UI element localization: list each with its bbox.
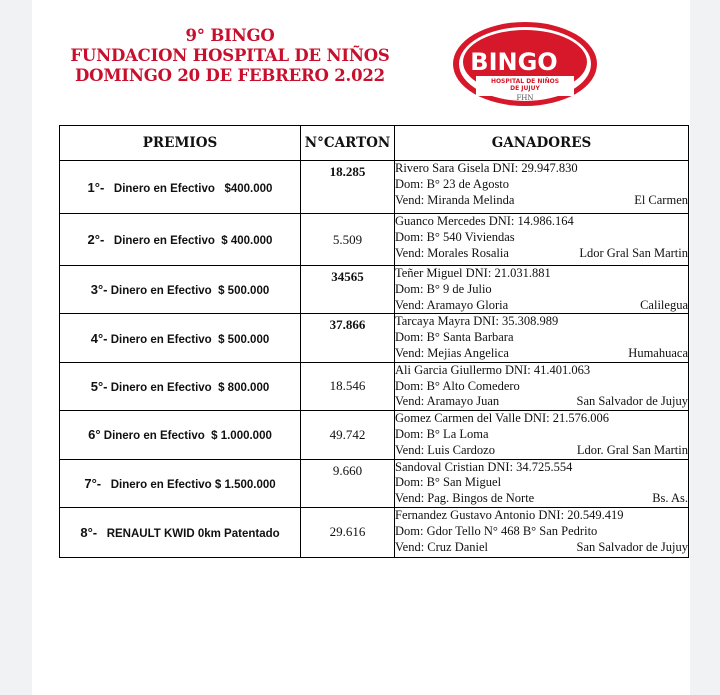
prize-number: 5°- <box>90 378 108 394</box>
bingo-logo <box>450 20 600 108</box>
winners-table <box>59 125 689 558</box>
carton-number: 34565 <box>301 266 395 314</box>
winner-cell <box>395 266 689 314</box>
winner-name: Tarcaya Mayra DNI: 35.308.989 <box>395 314 559 329</box>
vendor-name: Vend: Miranda Melinda <box>395 192 515 207</box>
carton-number: 37.866 <box>301 314 395 362</box>
winner-name: Guanco Mercedes DNI: 14.986.164 <box>395 214 574 228</box>
carton-number: 49.742 <box>301 411 395 459</box>
table-row <box>60 362 689 410</box>
winner-cell <box>395 161 689 214</box>
prize-cell <box>60 507 301 557</box>
prize-number: 4°- <box>90 330 108 346</box>
logo-subtitle-2: DE JUJUY <box>510 85 540 92</box>
winner-cell <box>395 411 689 459</box>
carton-number: 18.546 <box>301 362 395 410</box>
winner-vendor-line <box>395 298 688 314</box>
prize-number: 8°- <box>80 524 98 540</box>
table-row <box>60 214 689 266</box>
header-carton: N°CARTON <box>301 126 395 161</box>
table-row <box>60 161 689 214</box>
prize-number: 1°- <box>87 179 105 195</box>
table-row <box>60 459 689 507</box>
prize-number: 3°- <box>90 282 108 298</box>
event-header <box>60 26 400 86</box>
vendor-place: Calilegua <box>640 297 688 312</box>
vendor-name: Vend: Aramayo Juan <box>395 394 500 409</box>
prize-description: Dinero en Efectivo $ 1.000.000 <box>103 430 272 443</box>
winner-vendor-line <box>395 193 688 209</box>
vendor-name: Vend: Aramayo Gloria <box>395 297 509 312</box>
carton-number: 18.285 <box>301 161 395 214</box>
prize-description: Dinero en Efectivo $ 500.000 <box>110 285 270 298</box>
prize-description: Dinero en Efectivo $ 800.000 <box>110 381 270 394</box>
vendor-place: San Salvador de Jujuy <box>576 539 688 554</box>
header-ganadores: GANADORES <box>395 126 689 161</box>
prize-description: Dinero en Efectivo $400.000 <box>113 182 273 195</box>
prize-description: Dinero en Efectivo $ 400.000 <box>113 235 273 247</box>
document-page <box>32 0 690 695</box>
prize-cell <box>60 314 301 362</box>
table-row <box>60 507 689 557</box>
prize-number: 2°- <box>87 232 105 247</box>
vendor-name: Vend: Mejias Angelica <box>395 345 509 360</box>
winner-name: Ali Garcia Giullermo DNI: 41.401.063 <box>395 362 591 377</box>
winner-vendor-line <box>395 346 688 362</box>
prize-description: Dinero en Efectivo $ 1.500.000 <box>110 478 276 491</box>
carton-number: 29.616 <box>301 507 395 557</box>
winner-vendor-line <box>395 443 688 459</box>
winner-cell <box>395 507 689 557</box>
winner-name: Gomez Carmen del Valle DNI: 21.576.006 <box>395 411 609 426</box>
vendor-place: Ldor. Gral San Martin <box>576 442 688 457</box>
prize-cell <box>60 161 301 214</box>
vendor-name: Vend: Luis Cardozo <box>395 442 495 457</box>
winner-address: Dom: B° La Loma <box>395 426 489 441</box>
vendor-place: Bs. As. <box>652 491 688 506</box>
header-line-3: DOMINGO 20 DE FEBRERO 2.022 <box>75 66 385 85</box>
vendor-name: Vend: Pag. Bingos de Norte <box>395 491 535 506</box>
winner-cell <box>395 362 689 410</box>
prize-description: Dinero en Efectivo $ 500.000 <box>110 333 270 346</box>
vendor-name: Vend: Cruz Daniel <box>395 539 489 554</box>
prize-cell <box>60 266 301 314</box>
winner-vendor-line <box>395 394 688 410</box>
header-line-1: 9° BINGO <box>185 26 275 45</box>
winner-vendor-line <box>395 246 688 262</box>
prize-cell <box>60 459 301 507</box>
header-premios: PREMIOS <box>60 126 301 161</box>
winner-name: Fernandez Gustavo Antonio DNI: 20.549.419 <box>395 507 624 522</box>
prize-number: 7°- <box>84 475 102 491</box>
winner-address: Dom: B° 540 Viviendas <box>395 229 515 244</box>
table-row <box>60 314 689 362</box>
winner-address: Dom: B° 23 de Agosto <box>395 176 510 191</box>
logo-subtitle-1: HOSPITAL DE NIÑOS <box>490 78 560 85</box>
vendor-place: El Carmen <box>634 192 688 207</box>
logo-word: BINGO <box>470 48 558 76</box>
winner-cell <box>395 214 689 266</box>
table-row <box>60 266 689 314</box>
winner-vendor-line <box>395 491 688 507</box>
winner-address: Dom: Gdor Tello N° 468 B° San Pedrito <box>395 523 598 538</box>
table-row <box>60 411 689 459</box>
winner-cell <box>395 314 689 362</box>
table-header-row <box>60 126 689 161</box>
carton-number: 5.509 <box>301 214 395 266</box>
carton-number: 9.660 <box>301 459 395 507</box>
winner-address: Dom: B° Alto Comedero <box>395 378 520 393</box>
prize-cell <box>60 362 301 410</box>
header-line-2: FUNDACION HOSPITAL DE NIÑOS <box>70 46 390 65</box>
prize-description: RENAULT KWID 0km Patentado <box>106 527 280 540</box>
winner-address: Dom: B° Santa Barbara <box>395 330 514 345</box>
winner-address: Dom: B° San Miguel <box>395 475 502 490</box>
vendor-place: San Salvador de Jujuy <box>576 394 688 409</box>
vendor-place: Humahuaca <box>628 345 688 360</box>
prize-cell <box>60 214 301 266</box>
winner-name: Rivero Sara Gisela DNI: 29.947.830 <box>395 161 578 175</box>
logo-mark: FHN <box>516 94 534 102</box>
prize-number: 6° <box>88 427 101 443</box>
vendor-place: Ldor Gral San Martin <box>579 245 688 260</box>
winner-vendor-line <box>395 540 688 556</box>
winner-cell <box>395 459 689 507</box>
winner-name: Teñer Miguel DNI: 21.031.881 <box>395 266 551 280</box>
prize-cell <box>60 411 301 459</box>
vendor-name: Vend: Morales Rosalia <box>395 245 509 260</box>
winner-name: Sandoval Cristian DNI: 34.725.554 <box>395 459 573 474</box>
winner-address: Dom: B° 9 de Julio <box>395 281 492 296</box>
